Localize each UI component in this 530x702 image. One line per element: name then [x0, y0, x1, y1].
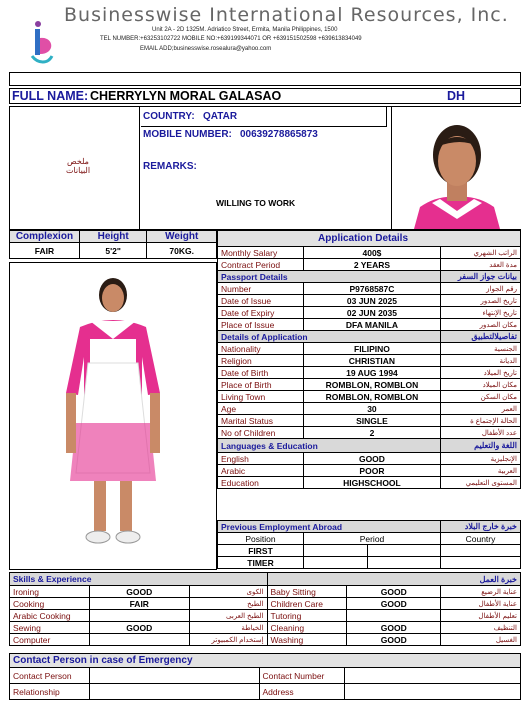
birth-date-value: 19 AUG 1994	[303, 367, 440, 379]
employment-row-first: FIRST	[218, 545, 304, 557]
period-cell	[368, 557, 441, 569]
english-ar: الإنجليزية	[441, 453, 521, 465]
skill-value: GOOD	[89, 622, 189, 634]
skill-ar: إستخدام الكمبيوتر	[189, 634, 267, 646]
full-name-bar	[9, 88, 521, 104]
portrait-photo	[391, 107, 521, 229]
salary-value: 400$	[303, 247, 440, 259]
age-ar: العمر	[441, 403, 521, 415]
period-header: Period	[304, 533, 441, 545]
education-value: HIGHSCHOOL	[303, 477, 440, 489]
religion-label: Religion	[218, 355, 304, 367]
country-cell	[441, 557, 521, 569]
skill-value: GOOD	[347, 598, 441, 610]
skill-ar: الكوى	[189, 586, 267, 598]
skill-value: GOOD	[89, 586, 189, 598]
country-cell	[141, 107, 387, 127]
birth-place-label: Place of Birth	[218, 379, 304, 391]
children-ar: عدد الأطفال	[441, 427, 521, 439]
languages-title: Languages & Education	[218, 439, 441, 453]
contact-number-label: Contact Number	[259, 668, 345, 684]
expiry-date-label: Date of Expiry	[218, 307, 304, 319]
relationship-label: Relationship	[10, 684, 90, 700]
application-table	[217, 230, 521, 489]
summary-block	[9, 106, 521, 230]
skills-title: Skills & Experience	[10, 573, 268, 586]
education-ar: المستوى التعليمي	[441, 477, 521, 489]
contact-person-label: Contact Person	[10, 668, 90, 684]
full-body-photo	[9, 262, 217, 570]
arabic-value: POOR	[303, 465, 440, 477]
issue-place-value: DFA MANILA	[303, 319, 440, 331]
skill-value: GOOD	[347, 634, 441, 646]
expiry-date-value: 02 JUN 2035	[303, 307, 440, 319]
issue-date-ar: تاريخ الصدور	[441, 295, 521, 307]
employment-table	[217, 520, 521, 569]
marital-label: Marital Status	[218, 415, 304, 427]
skill-value	[89, 634, 189, 646]
nationality-label: Nationality	[218, 343, 304, 355]
birth-date-ar: تاريخ الميلاد	[441, 367, 521, 379]
position-header: Position	[218, 533, 304, 545]
religion-ar: الديانة	[441, 355, 521, 367]
dh-code: DH	[447, 89, 466, 103]
company-address: Unit 2A - 2D 1325M. Adriatico Street, Ermita, Manila Philippines, 1500	[152, 27, 338, 33]
country-header: Country	[441, 533, 521, 545]
skill-ar: عناية الرضيع	[441, 586, 521, 598]
salary-label: Monthly Salary	[218, 247, 304, 259]
issue-place-ar: مكان الصدور	[441, 319, 521, 331]
application-title: Application Details	[218, 231, 521, 247]
nationality-ar: الجنسية	[441, 343, 521, 355]
marital-value: SINGLE	[303, 415, 440, 427]
weight-header: Weight	[147, 231, 217, 243]
summary-arabic-cell	[10, 107, 140, 229]
passport-title: Passport Details	[218, 271, 441, 283]
skill-label: Children Care	[267, 598, 347, 610]
skill-label: Baby Sitting	[267, 586, 347, 598]
passport-ar: بيانات جواز السفر	[441, 271, 521, 283]
issue-date-value: 03 JUN 2025	[303, 295, 440, 307]
religion-value: CHRISTIAN	[303, 355, 440, 367]
skill-ar: التنظيف	[441, 622, 521, 634]
skill-ar: الطبخ	[189, 598, 267, 610]
willing-to-work: WILLING TO WORK	[216, 198, 296, 208]
contact-number-value	[345, 668, 521, 684]
birth-place-ar: مكان الميلاد	[441, 379, 521, 391]
contract-label: Contract Period	[218, 259, 304, 271]
skill-label: Sewing	[10, 622, 90, 634]
skill-ar: الطبخ العربى	[189, 610, 267, 622]
skill-label: Computer	[10, 634, 90, 646]
issue-date-label: Date of Issue	[218, 295, 304, 307]
issue-place-label: Place of Issue	[218, 319, 304, 331]
arabic-label: Arabic	[218, 465, 304, 477]
expiry-date-ar: تاريخ الإنتهاء	[441, 307, 521, 319]
contract-ar: مدة العقد	[441, 259, 521, 271]
skill-label: Cleaning	[267, 622, 347, 634]
skill-label: Arabic Cooking	[10, 610, 90, 622]
birth-date-label: Date of Birth	[218, 367, 304, 379]
children-value: 2	[303, 427, 440, 439]
employment-row-timer: TIMER	[218, 557, 304, 569]
company-phones: TEL NUMBER:+63253102722 MOBILE NO:+639199344071 OR +639151502598 +639613834049	[100, 36, 362, 42]
english-value: GOOD	[303, 453, 440, 465]
physical-table	[9, 230, 217, 259]
contact-title: Contact Person in case of Emergency	[10, 654, 521, 668]
english-label: English	[218, 453, 304, 465]
address-value	[345, 684, 521, 700]
period-cell	[304, 557, 368, 569]
skill-value: FAIR	[89, 598, 189, 610]
employment-ar: خبرة خارج البلاد	[441, 521, 521, 533]
children-label: No of Children	[218, 427, 304, 439]
complexion-header: Complexion	[10, 231, 80, 243]
mobile-label: MOBILE NUMBER:	[143, 129, 232, 140]
birth-place-value: ROMBLON, ROMBLON	[303, 379, 440, 391]
age-value: 30	[303, 403, 440, 415]
passport-number-value: P9768587C	[303, 283, 440, 295]
languages-ar: اللغة والتعليم	[441, 439, 521, 453]
nationality-value: FILIPINO	[303, 343, 440, 355]
spacer-row	[9, 72, 521, 86]
contract-value: 2 YEARS	[303, 259, 440, 271]
employment-title: Previous Employment Abroad	[218, 521, 441, 533]
skill-value	[347, 610, 441, 622]
company-logo	[26, 20, 56, 68]
skill-value	[89, 610, 189, 622]
skill-label: Tutoring	[267, 610, 347, 622]
remarks-label: REMARKS:	[143, 161, 197, 172]
address-label: Address	[259, 684, 345, 700]
arabic-ar: العربية	[441, 465, 521, 477]
country-cell	[441, 545, 521, 557]
complexion-value: FAIR	[10, 243, 80, 259]
mobile-value: 00639278865873	[240, 129, 318, 140]
skill-value: GOOD	[347, 622, 441, 634]
company-name: Businesswise International Resources, Inc.	[64, 4, 509, 26]
age-label: Age	[218, 403, 304, 415]
skill-label: Cooking	[10, 598, 90, 610]
country-label: COUNTRY:	[143, 111, 195, 122]
living-town-ar: مكان السكن	[441, 391, 521, 403]
skill-ar: الغسيل	[441, 634, 521, 646]
country-value: QATAR	[203, 111, 238, 122]
salary-ar: الراتب الشهري	[441, 247, 521, 259]
skill-ar: عناية الأطفال	[441, 598, 521, 610]
skills-table	[9, 572, 521, 646]
passport-number-ar: رقم الجواز	[441, 283, 521, 295]
skill-label: Washing	[267, 634, 347, 646]
company-email: EMAIL ADD;businesswise.rosealura@yahoo.com	[140, 46, 272, 52]
height-header: Height	[79, 231, 147, 243]
weight-value: 70KG.	[147, 243, 217, 259]
period-cell	[304, 545, 368, 557]
living-town-value: ROMBLON, ROMBLON	[303, 391, 440, 403]
summary-arabic: ملخص البيانات	[65, 157, 91, 175]
details-title: Details of Application	[218, 331, 441, 343]
education-label: Education	[218, 477, 304, 489]
skill-value: GOOD	[347, 586, 441, 598]
skills-ar: خبرة العمل	[267, 573, 520, 586]
full-name-value: CHERRYLYN MORAL GALASAO	[90, 89, 282, 103]
contact-person-value	[89, 668, 259, 684]
skill-ar: الخياطة	[189, 622, 267, 634]
details-ar: تفاصيلالتطبيق	[441, 331, 521, 343]
living-town-label: Living Town	[218, 391, 304, 403]
marital-ar: الحالة الإجتماع ة	[441, 415, 521, 427]
skill-ar: تعليم الأطفال	[441, 610, 521, 622]
period-cell	[368, 545, 441, 557]
height-value: 5'2"	[79, 243, 147, 259]
full-name-label: FULL NAME:	[12, 89, 89, 103]
passport-number-label: Number	[218, 283, 304, 295]
relationship-value	[89, 684, 259, 700]
contact-table	[9, 653, 521, 700]
skill-label: Ironing	[10, 586, 90, 598]
